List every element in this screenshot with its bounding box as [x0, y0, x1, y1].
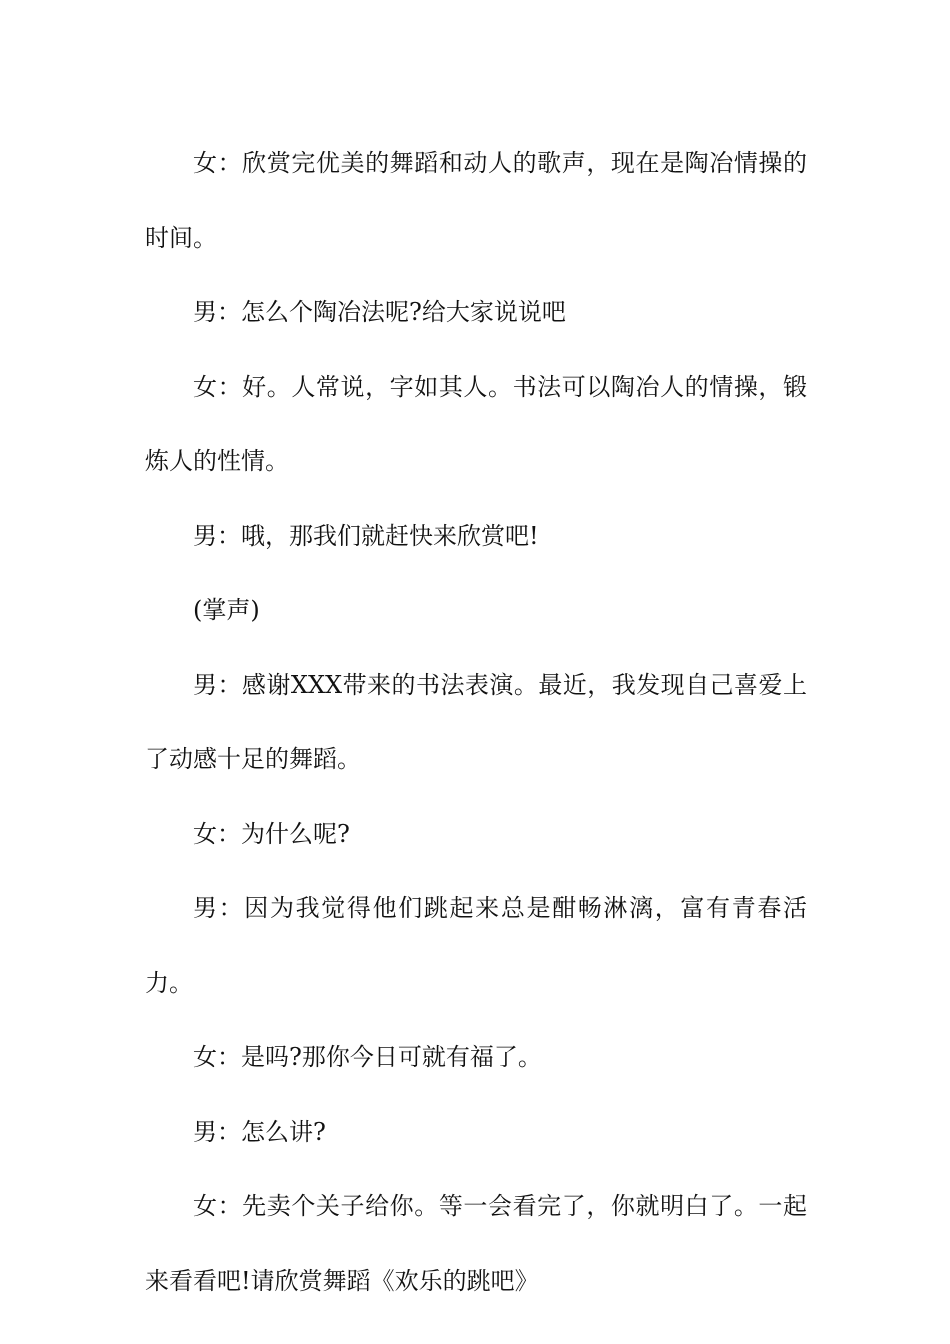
- paragraph-2: 男：怎么个陶冶法呢?给大家说说吧: [193, 298, 566, 326]
- paragraph-5: (掌声): [193, 596, 260, 624]
- document-body: [145, 126, 807, 1318]
- paragraph-4: 男：哦，那我们就赶快来欣赏吧!: [193, 521, 539, 550]
- paragraph-1: 女：欣赏完优美的舞蹈和动人的歌声，现在是陶冶情操的时间。: [145, 149, 807, 252]
- paragraph-3: 女：好。人常说，字如其人。书法可以陶冶人的情操，锻炼人的性情。: [145, 372, 807, 475]
- paragraph-9: 女：是吗?那你今日可就有福了。: [193, 1043, 542, 1071]
- paragraph-11: 女：先卖个关子给你。等一会看完了，你就明白了。一起来看看吧!请欣赏舞蹈《欢乐的跳吧》: [145, 1192, 807, 1295]
- paragraph-6: 男：感谢XXX带来的书法表演。最近，我发现自己喜爱上了动感十足的舞蹈。: [145, 670, 807, 773]
- paragraph-8: 男：因为我觉得他们跳起来总是酣畅淋漓，富有青春活力。: [145, 894, 807, 997]
- paragraph-10: 男：怎么讲?: [193, 1117, 326, 1146]
- paragraph-7: 女：为什么呢?: [193, 819, 350, 848]
